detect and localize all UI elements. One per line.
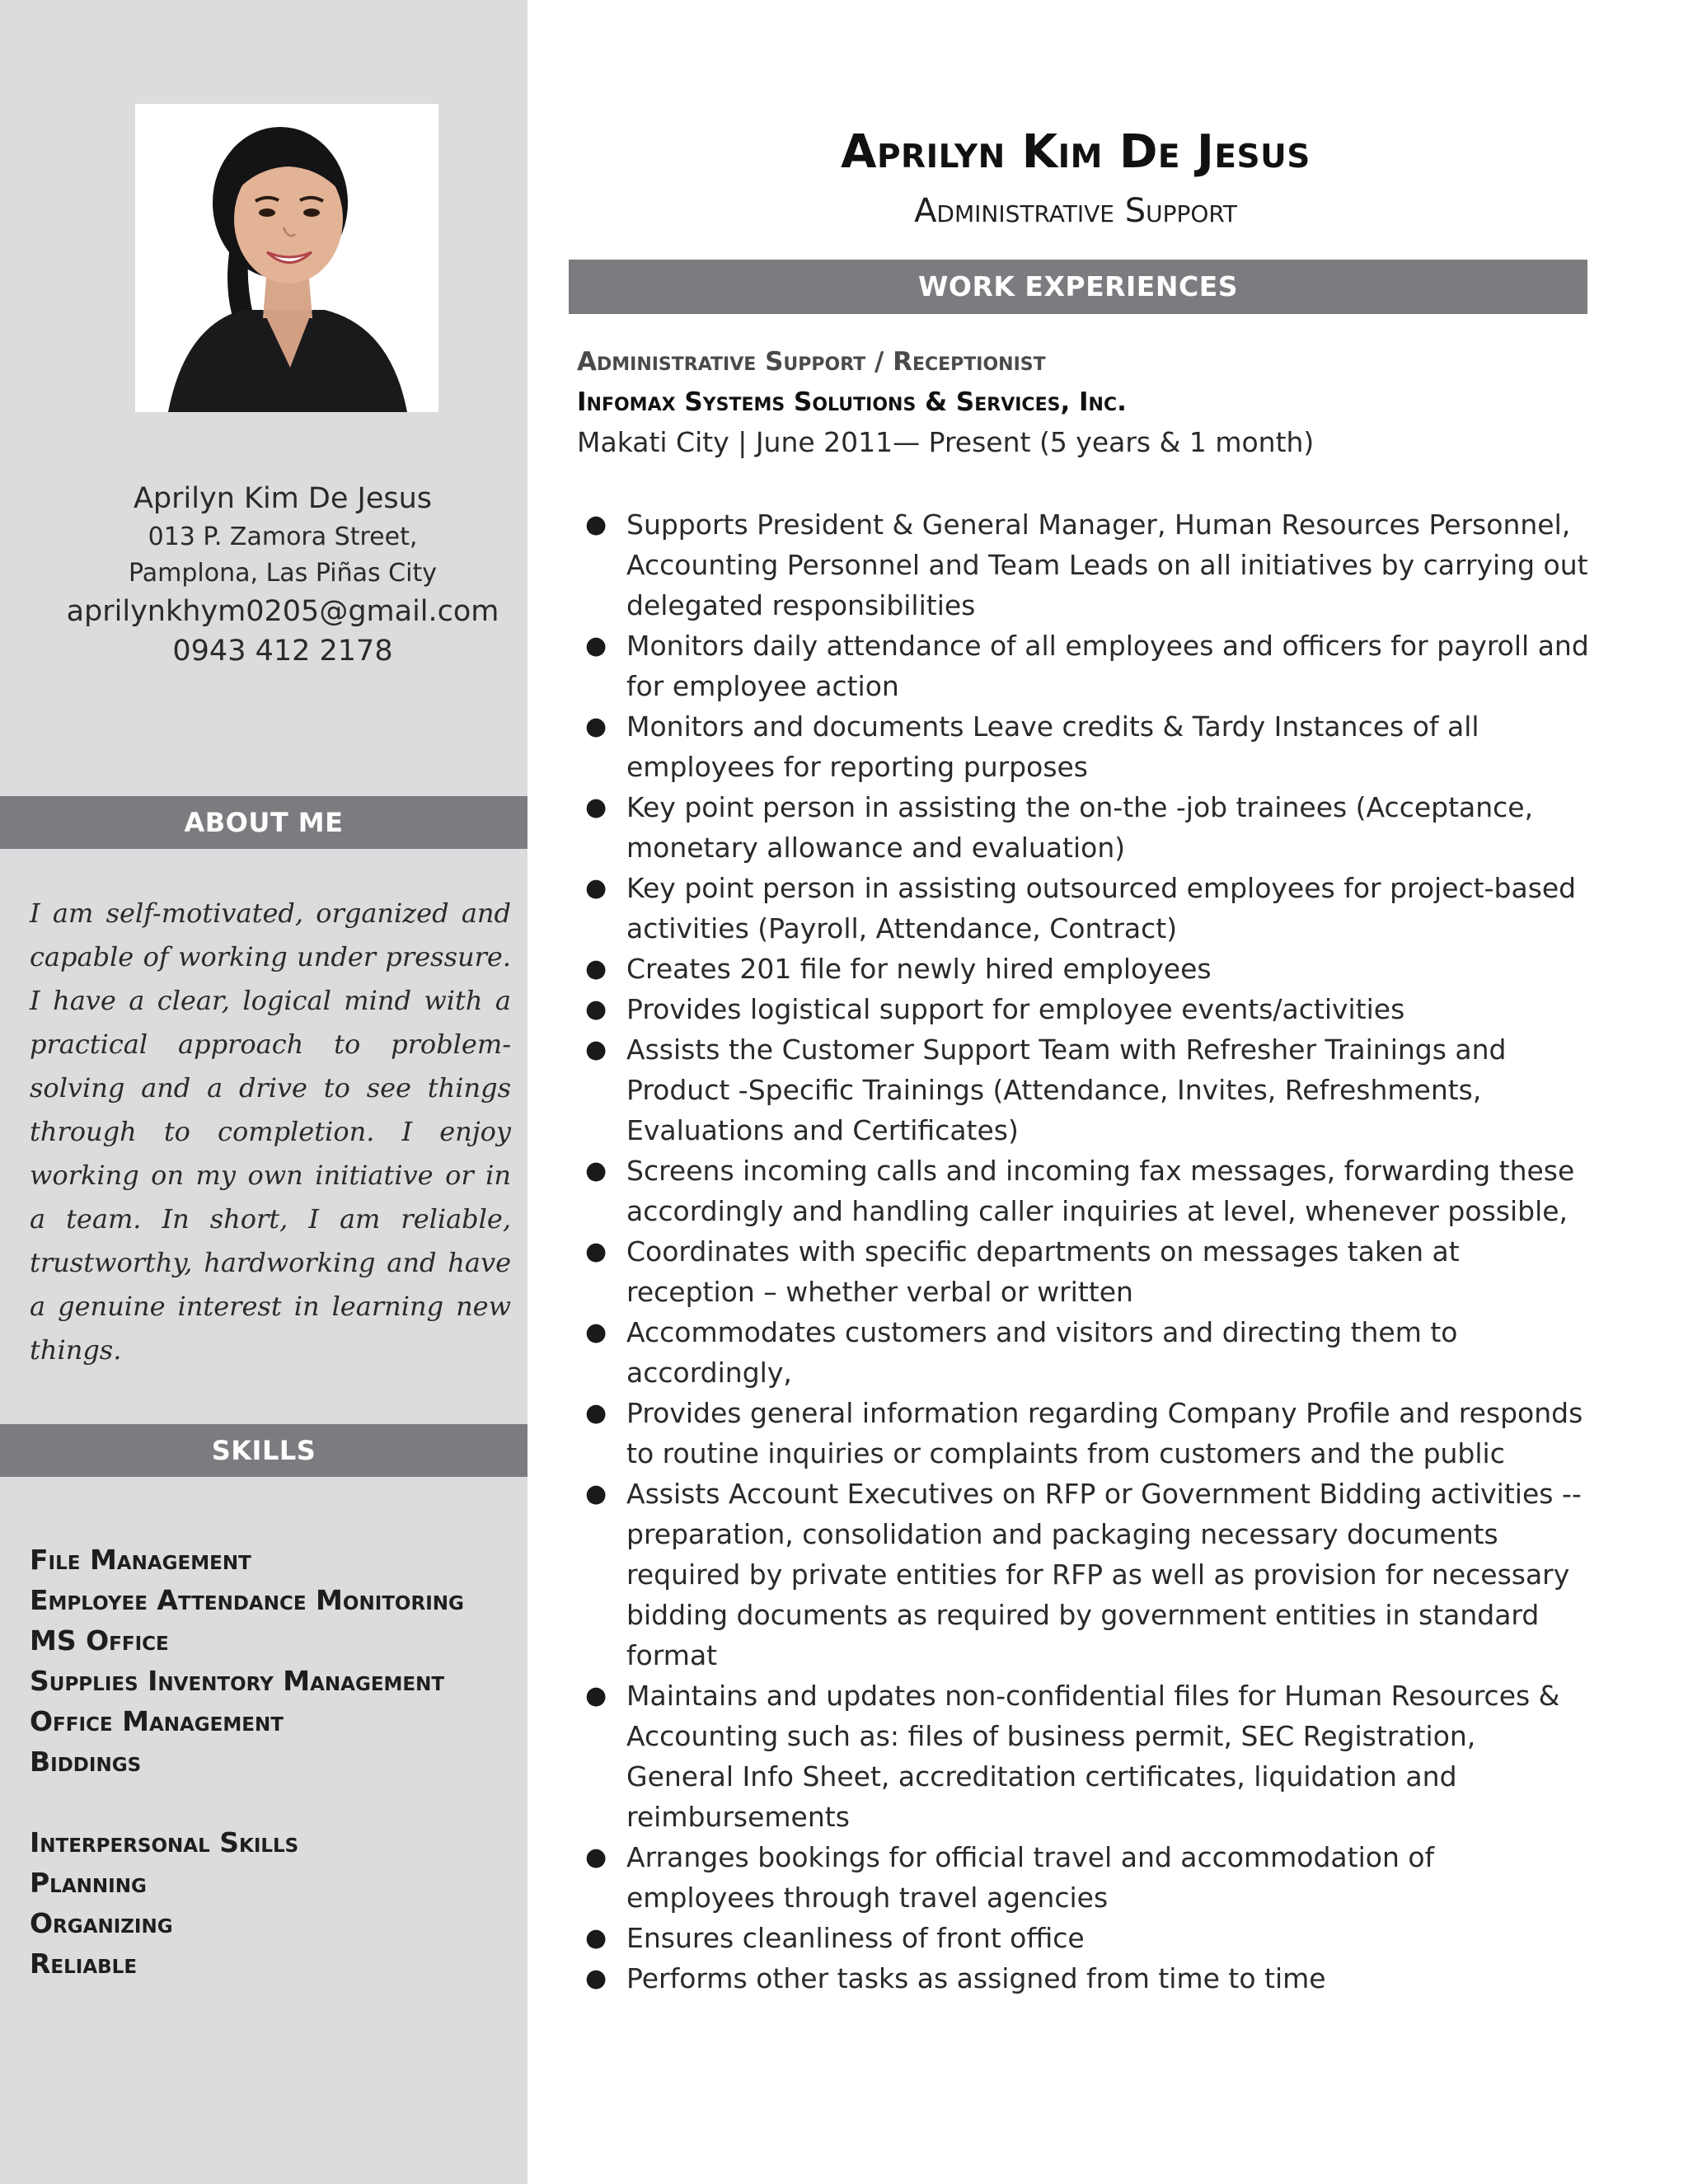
resume-role: Administrative Support xyxy=(914,192,1237,230)
skill-item: Biddings xyxy=(30,1746,142,1778)
bullet-icon: ● xyxy=(585,1156,607,1185)
skill-item: Planning xyxy=(30,1867,147,1899)
bullet-icon: ● xyxy=(585,793,607,822)
list-item xyxy=(577,504,1591,626)
list-item xyxy=(577,989,1591,1029)
email[interactable]: aprilynkhym0205@gmail.com xyxy=(66,595,499,628)
duty-text: Assists Account Executives on RFP or Government Bidding activities -- preparation, consolidation and packaging necessary documents required by private entities for RFP as well as provision for necessary bidding documents as required by government entities in standard format xyxy=(626,1478,1582,1671)
list-item xyxy=(577,1393,1591,1474)
skill-item: Office Management xyxy=(30,1705,284,1737)
list-item xyxy=(577,1918,1591,1958)
list-item xyxy=(577,949,1591,989)
duty-text: Monitors daily attendance of all employees and officers for payroll and for employee action xyxy=(626,630,1589,702)
duty-text: Creates 201 file for newly hired employees xyxy=(626,953,1212,985)
bullet-icon: ● xyxy=(585,1681,607,1710)
skill-item: File Management xyxy=(30,1544,251,1576)
duty-text: Assists the Customer Support Team with Refresher Trainings and Product -Specific Trainings (Attendance, Invites, Refreshments, Evaluations and Certificates) xyxy=(626,1033,1507,1146)
list-item xyxy=(577,1029,1591,1151)
duty-text: Provides general information regarding Company Profile and responds to routine inquiries or complaints from customers and the public xyxy=(626,1397,1583,1469)
skills-heading: SKILLS xyxy=(0,1424,528,1477)
bullet-icon: ● xyxy=(585,995,607,1024)
list-item xyxy=(577,706,1591,787)
bullet-icon: ● xyxy=(585,1237,607,1266)
list-item xyxy=(577,1837,1591,1918)
bullet-icon: ● xyxy=(585,1924,607,1952)
duty-text: Ensures cleanliness of front office xyxy=(626,1922,1085,1954)
address-line-2: Pamplona, Las Piñas City xyxy=(129,559,437,588)
list-item xyxy=(577,868,1591,949)
duty-text: Coordinates with specific departments on messages taken at reception – whether verbal or written xyxy=(626,1235,1460,1308)
skill-item: Interpersonal Skills xyxy=(30,1826,299,1858)
bullet-icon: ● xyxy=(585,1399,607,1427)
duty-text: Arranges bookings for official travel and accommodation of employees through travel agencies xyxy=(626,1841,1435,1914)
duty-text: Key point person in assisting the on-the -job trainees (Acceptance, monetary allowance and evaluation) xyxy=(626,791,1534,864)
about-text: I am self-motivated, organized and capable of working under pressure. I have a clear, logical mind with a practical approach to problem-solving and a drive to see things through to completion. I enjoy working on my own initiative or in a team. In short, I am reliable, trustworthy, hardworking and have a genuine interest in learning new things. xyxy=(30,898,511,1366)
job-location-dates: Makati City | June 2011— Present (5 years & 1 month) xyxy=(577,426,1315,458)
duty-text: Supports President & General Manager, Human Resources Personnel, Accounting Personnel and Team Leads on all initiatives by carrying out delegated responsibilities xyxy=(626,509,1588,621)
address-line-1: 013 P. Zamora Street, xyxy=(148,523,418,551)
bullet-icon: ● xyxy=(585,874,607,902)
list-item xyxy=(577,1312,1591,1393)
list-item xyxy=(577,1675,1591,1837)
duty-text: Accommodates customers and visitors and directing them to accordingly, xyxy=(626,1316,1458,1389)
skill-spacer xyxy=(30,1782,508,1822)
skills-list xyxy=(30,1540,508,1984)
bullet-icon: ● xyxy=(585,510,607,539)
bullet-icon: ● xyxy=(585,1964,607,1993)
skill-item: Organizing xyxy=(30,1907,173,1939)
skill-item: Employee Attendance Monitoring xyxy=(30,1584,464,1616)
phone[interactable]: 0943 412 2178 xyxy=(172,635,393,668)
duty-text: Performs other tasks as assigned from time to time xyxy=(626,1962,1326,1994)
list-item xyxy=(577,1474,1591,1675)
job-entry xyxy=(577,341,1591,463)
skill-item: MS Office xyxy=(30,1624,169,1657)
skill-item: Supplies Inventory Management xyxy=(30,1665,445,1697)
duties-list xyxy=(577,504,1591,1999)
job-title: Administrative Support / Receptionist xyxy=(577,347,1046,377)
duty-text: Provides logistical support for employee events/activities xyxy=(626,993,1405,1025)
bullet-icon: ● xyxy=(585,1035,607,1064)
bullet-icon: ● xyxy=(585,712,607,741)
contact-name: Aprilyn Kim De Jesus xyxy=(133,482,433,515)
duty-text: Screens incoming calls and incoming fax messages, forwarding these accordingly and handling caller inquiries at level, whenever possible, xyxy=(626,1155,1575,1227)
list-item xyxy=(577,626,1591,706)
duty-text: Monitors and documents Leave credits & Tardy Instances of all employees for reporting purposes xyxy=(626,710,1479,783)
duty-text: Maintains and updates non-confidential files for Human Resources & Accounting such as: files of business permit, SEC Registration, General Info Sheet, accreditation certificates, liquidation and reimbursements xyxy=(626,1680,1560,1833)
sidebar xyxy=(0,0,528,2184)
bullet-icon: ● xyxy=(585,631,607,660)
bullet-icon: ● xyxy=(585,954,607,983)
profile-photo xyxy=(135,104,438,412)
resume-name: Aprilyn Kim De Jesus xyxy=(841,125,1311,179)
list-item xyxy=(577,1151,1591,1231)
bullet-icon: ● xyxy=(585,1479,607,1508)
skill-item: Reliable xyxy=(30,1947,138,1980)
work-experiences-heading: WORK EXPERIENCES xyxy=(569,260,1587,314)
contact-block xyxy=(0,478,565,671)
about-heading: ABOUT ME xyxy=(0,796,528,849)
bullet-icon: ● xyxy=(585,1318,607,1347)
bullet-icon: ● xyxy=(585,1843,607,1872)
duty-text: Key point person in assisting outsourced employees for project-based activities (Payroll, Attendance, Contract) xyxy=(626,872,1577,944)
list-item xyxy=(577,787,1591,868)
job-company: Infomax Systems Solutions & Services, Inc. xyxy=(577,387,1127,417)
list-item xyxy=(577,1958,1591,1999)
list-item xyxy=(577,1231,1591,1312)
